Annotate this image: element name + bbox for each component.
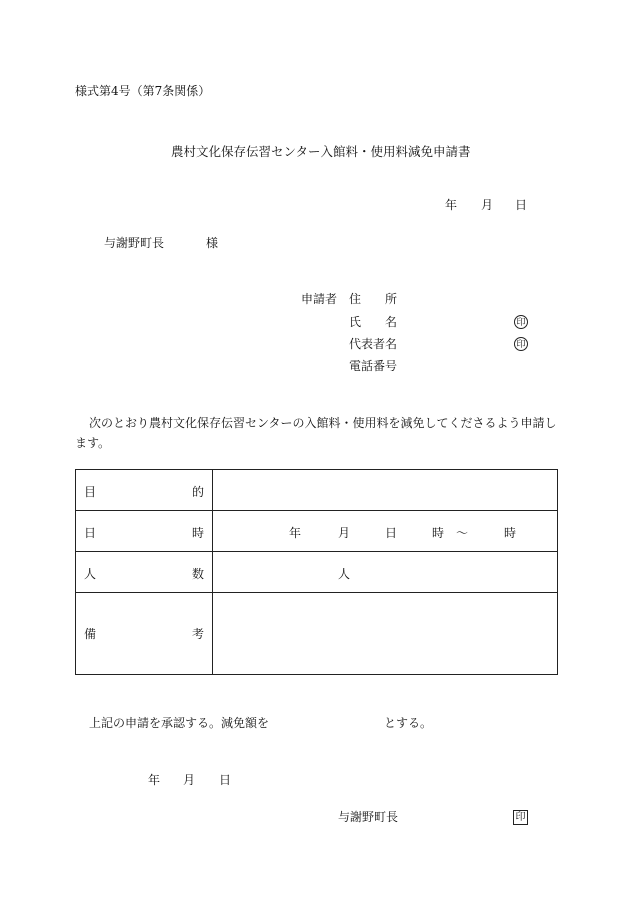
dt-day: 日: [385, 526, 398, 540]
purpose-field[interactable]: [213, 470, 558, 511]
people-label: 人 数: [76, 552, 213, 593]
dt-tilde: ～: [456, 526, 469, 540]
approver-name: 与謝野町長: [338, 810, 399, 824]
dt-year: 年: [289, 526, 302, 540]
approver-seal-icon: 印: [513, 810, 528, 825]
form-number: 様式第4号（第7条関係）: [75, 84, 211, 98]
approval-text-2: とする。: [384, 716, 433, 730]
datetime-label: 日 時: [76, 511, 213, 552]
addressee-honorific: 様: [206, 236, 219, 250]
remarks-label: 備 考: [76, 593, 213, 675]
application-table: [75, 469, 558, 675]
date-day-label: 日: [515, 198, 528, 212]
date-month-label: 月: [481, 198, 494, 212]
representative-label: 代表者名: [349, 337, 398, 351]
body-text-line-2: ます。: [75, 436, 111, 450]
people-field[interactable]: [213, 552, 558, 593]
phone-label: 電話番号: [349, 359, 398, 373]
remarks-row: [76, 593, 558, 675]
dt-hour: 時: [432, 526, 445, 540]
date-year-label: 年: [445, 198, 458, 212]
datetime-row: [76, 511, 558, 552]
purpose-label: 目 的: [76, 470, 213, 511]
address-label: 住 所: [349, 292, 398, 306]
approval-year-label: 年: [148, 773, 161, 787]
name-seal-icon: 印: [514, 315, 528, 329]
purpose-row: [76, 470, 558, 511]
remarks-field[interactable]: [213, 593, 558, 675]
body-text-line-1: 次のとおり農村文化保存伝習センターの入館料・使用料を減免してくださるよう申請し: [89, 416, 557, 430]
applicant-label: 申請者: [301, 292, 338, 306]
approval-day-label: 日: [219, 773, 232, 787]
page-title: 農村文化保存伝習センター入館料・使用料減免申請書: [171, 144, 471, 159]
name-label: 氏 名: [349, 315, 398, 329]
approval-text-1: 上記の申請を承認する。減免額を: [89, 716, 270, 730]
representative-seal-icon: 印: [514, 337, 528, 351]
addressee-name: 与謝野町長: [104, 236, 165, 250]
approval-month-label: 月: [183, 773, 196, 787]
dt-month: 月: [338, 526, 351, 540]
people-unit: 人: [338, 567, 351, 581]
people-row: [76, 552, 558, 593]
datetime-field[interactable]: [213, 511, 558, 552]
dt-hour-end: 時: [504, 526, 517, 540]
